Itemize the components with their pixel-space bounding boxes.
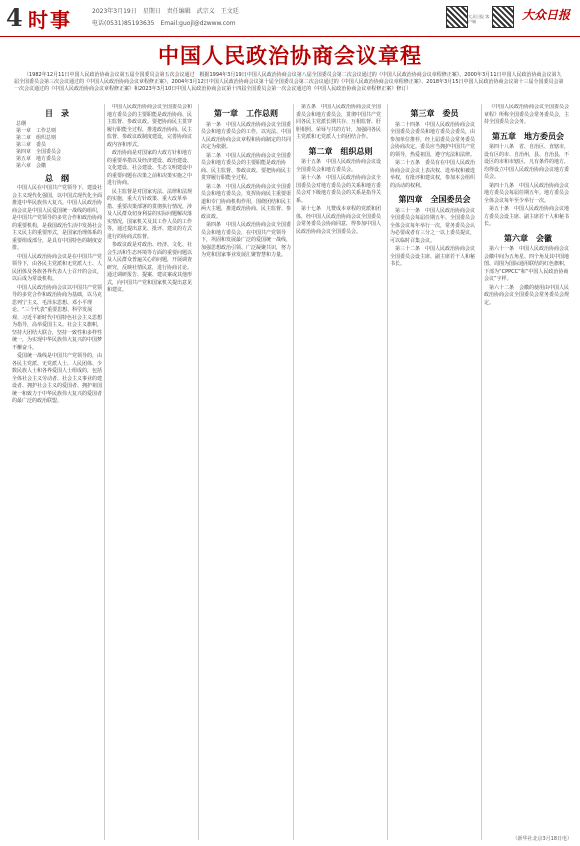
column-divider bbox=[293, 104, 294, 840]
column-divider bbox=[481, 104, 482, 840]
article-paragraph: 《中国人民政治协商会议全国委员会章程》所称全国委员会常务委员会，主持全国委员会会务。 bbox=[484, 104, 570, 125]
column-divider bbox=[198, 104, 199, 840]
article-paragraph: 第二十五条 委员有在中国人民政治协商会议会议上表决权、选举权和被选举权，有批评和建议权，参加本会组织的活动的权利。 bbox=[390, 160, 476, 189]
article-paragraph: 爱国统一战线是中国共产党领导的，由各民主党派、无党派人士、人民团体、少数民族人士和各界爱国人士组成的，包括全体社会主义劳动者、社会主义事业的建设者、拥护社会主义的爱国者、拥护祖国统一和致力于中华民族伟大复兴的爱国者的最广泛的政治联盟。 bbox=[12, 353, 102, 404]
article-paragraph: 第四条 中国人民政治协商会议全国委员会和地方委员会，在中国共产党领导下，巩固和发展最广泛的爱国统一战线，加强思想政治引领、广泛凝聚共识，努力为党和国家事业发展汇聚智慧和力量。 bbox=[201, 222, 291, 258]
article-paragraph: 中国人民政治协商会议以中国共产党领导的多党合作和政治协商为基础，以马克思列宁主义、毛泽东思想、邓小平理论、“三个代表”重要思想、科学发展观、习近平新时代中国特色社会主义思想为指导，高举爱国主义、社会主义旗帜，坚持大团结大联合，坚持一致性和多样性统一，为实现中华民族伟大复兴的中国梦不懈奋斗。 bbox=[12, 284, 102, 351]
article-paragraph: 第二条 中国人民政治协商会议全国委员会和地方委员会的主要职能是政治协商、民主监督、参政议政。要把协商民主贯穿履行职能全过程。 bbox=[201, 152, 291, 181]
dateline-footer: （新华社北京3月18日电） bbox=[512, 836, 572, 842]
article-paragraph: 中国人民政治协商会议全国委员会和地方委员会的主要职能是政治协商、民主监督、参政议政。要把协商民主贯穿履行职能全过程，推进政治协商、民主监督、参政议政制度建设，完善协商议政内容和形式。 bbox=[107, 104, 193, 148]
article-paragraph: 参政议政是对政治、经济、文化、社会生活和生态环境等方面的重要问题以及人民群众普遍关心的问题，开展调查研究，反映社情民意，进行协商讨论。通过调研报告、提案、建议案或其他形式，向中国共产党和国家机关提出意见和建议。 bbox=[107, 242, 193, 293]
chapter-heading: 第三章 委员 bbox=[410, 109, 459, 118]
contact-line: 电话(0531)85193635 Email:guojl@dzwww.com bbox=[92, 20, 236, 27]
chapter-heading: 第六章 会徽 bbox=[504, 233, 552, 243]
article-paragraph: 第一条 中国人民政治协商会议全国委员会和地方委员会的工作，以宪法、中国人民政治协商会议章程和协商制定的共同决定为依据。 bbox=[201, 121, 291, 150]
text-column-2 bbox=[107, 104, 196, 840]
page-number: 4 bbox=[6, 3, 23, 32]
article-paragraph: 第四十九条 中国人民政治协商会议地方委员会每届任期五年。地方委员会全体会议每年至少举行一次。 bbox=[484, 182, 570, 204]
article-paragraph: 政治协商是对国家的大政方针和地方的重要举措以及经济建设、政治建设、文化建设、社会建设、生态文明建设中的重要问题在决策之前和决策实施之中进行协商。 bbox=[107, 150, 193, 186]
text-column-6 bbox=[484, 104, 572, 840]
article-paragraph: 第四十八条 省、自治区、直辖市，设有区的市、自治州，县、自治县，不设区的市和市辖区，凡有条件的地方，均得设立中国人民政治协商会议地方委员会。 bbox=[484, 144, 570, 180]
article-paragraph: 第六十二条 会徽的使用由中国人民政治协商会议全国委员会常务委员会规定。 bbox=[484, 284, 570, 306]
article-paragraph: 第十五条 中国人民政治协商会议设全国委员会和地方委员会。 bbox=[296, 159, 382, 173]
section-title: 时事 bbox=[28, 8, 72, 32]
toc-item[interactable]: 第一章 工作总则 bbox=[16, 127, 57, 134]
qr-caption-1: 大众日报 客户端 bbox=[468, 14, 490, 24]
article-paragraph: 第六十一条 中国人民政治协商会议会徽中间为五角星、四个角及其中国地图、周围为国际通用联结的红色旗帜，下部为“CPPCC”和“中国人民政治协商会议”字样。 bbox=[484, 246, 570, 282]
toc-item[interactable]: 第五章 地方委员会 bbox=[16, 155, 62, 162]
masthead bbox=[0, 0, 580, 37]
article-headline: 中国人民政治协商会议章程 bbox=[158, 43, 422, 68]
chapter-heading: 第二章 组织总则 bbox=[308, 146, 373, 156]
article-paragraph: 第五条 中国人民政治协商会议全国委员会和地方委员会，贯彻中国共产党同各民主党派长期共存、互相监督、肝胆相照、荣辱与共的方针，加强同各民主党派和无党派人士的团结合作。 bbox=[296, 104, 382, 140]
column-divider bbox=[387, 104, 388, 840]
article-paragraph: 第二十四条 中国人民政治协商会议全国委员会委员和地方委员会委员，由参加单位推荐，经上届委员会常务委员会协商决定。委员应当拥护中国共产党的领导，热爱祖国，遵守宪法和法律。 bbox=[390, 121, 476, 158]
article-paragraph: 第三十一条 中国人民政治协商会议全国委员会每届任期五年。全国委员会全体会议每年举行一次，常务委员会认为必要或者有三分之一以上委员提议，可以临时召集会议。 bbox=[390, 207, 476, 244]
section-heading: 总 纲 bbox=[45, 173, 69, 183]
table-of-contents bbox=[12, 121, 102, 170]
qr-code-icon[interactable] bbox=[446, 6, 468, 28]
article-preamble: （1982年12月11日中国人民政治协商会议第五届全国委员会第五次会议通过 根据1994年3月19日中国人民政治协商会议第八届全国委员会第二次会议通过的《中国人民政治协商会议章程修正案》、2000年3月11日中国人民政治协商会议第九届全国委员会第三次会议通过的《中国人民政治协商会议章程修正案》、2004年3月12日中国人民政治协商会议第十届全国委员会第二次会议通过的《中国人民政治协商会议章程修正案》、2018年3月15日中国人民政治协商会议第十三届全国委员会第一次会议通过的《中国人民政治协商会议章程修正案》和2023年3月10日中国人民政治协商会议第十四届全国委员会第一次会议通过的《中国人民政治协商会议章程修正案》修订） bbox=[14, 72, 564, 92]
chapter-heading: 第五章 地方委员会 bbox=[492, 131, 564, 141]
text-column-5 bbox=[390, 104, 479, 840]
toc-item[interactable]: 总纲 bbox=[16, 120, 27, 127]
article-paragraph: 第十七条 凡赞成本章程的党派和团体，经中国人民政治协商会议全国委员会常务委员会协商同意，得参加中国人民政治协商会议全国委员会。 bbox=[296, 206, 382, 235]
chapter-heading: 第一章 工作总则 bbox=[214, 109, 278, 118]
article-paragraph: 第三十二条 中国人民政治协商会议全国委员会设主席、副主席若干人和秘书长。 bbox=[390, 246, 476, 267]
article-paragraph: 中国人民在中国共产党领导下，建设社会主义现代化强国，以中国式现代化全面推进中华民族伟大复兴。中国人民政治协商会议是中国人民爱国统一战线的组织，是中国共产党领导的多党合作和政治协商的重要机构，是我国政治生活中发扬社会主义民主的重要形式，是国家治理体系的重要组成部分，是具有中国特色的制度安排。 bbox=[12, 185, 102, 251]
chapter-heading: 第四章 全国委员会 bbox=[398, 195, 471, 204]
newspaper-logo: 大众日报 bbox=[522, 8, 571, 22]
text-column-4 bbox=[296, 104, 385, 840]
article-paragraph: 中国人民政治协商会议是在中国共产党领导下，由各民主党派和无党派人士、人民团体及各族各界代表人士召开的会议，以后成为常设机构。 bbox=[12, 253, 102, 282]
toc-item[interactable]: 第四章 全国委员会 bbox=[16, 148, 62, 155]
qr-code-icon[interactable] bbox=[492, 6, 514, 28]
toc-item[interactable]: 第三章 委员 bbox=[16, 141, 47, 148]
article-paragraph: 第五十条 中国人民政治协商会议地方委员会设主席、副主席若干人和秘书长。 bbox=[484, 206, 570, 227]
text-column-3 bbox=[201, 104, 291, 840]
toc-item[interactable]: 第二章 组织总则 bbox=[16, 134, 57, 141]
column-divider bbox=[104, 104, 105, 840]
article-paragraph: 第十六条 中国人民政治协商会议全国委员会对地方委员会的关系和地方委员会对下级地方委员会的关系是指导关系。 bbox=[296, 175, 382, 204]
editor-line: 2023年3月19日 星期日 责任编辑 武宗义 王文廷 bbox=[92, 8, 239, 15]
toc-item[interactable]: 第六章 会徽 bbox=[16, 162, 47, 169]
toc-title: 目 录 bbox=[45, 109, 69, 118]
text-column-1 bbox=[12, 104, 102, 840]
article-paragraph: 民主监督是对国家宪法、法律和法规的实施，重大方针政策、重大改革举措、重要决策部署的贯彻执行情况，涉及人民群众切身利益的实际问题解决落实情况，国家机关及其工作人员的工作等，通过提出意见、批评、建议的方式进行的协商式监督。 bbox=[107, 188, 193, 240]
article-paragraph: 第三条 中国人民政治协商会议全国委员会和地方委员会，发挥协商民主重要渠道和专门协商机构作用，围绕团结和民主两大主题，推进政治协商、民主监督、参政议政。 bbox=[201, 183, 291, 220]
